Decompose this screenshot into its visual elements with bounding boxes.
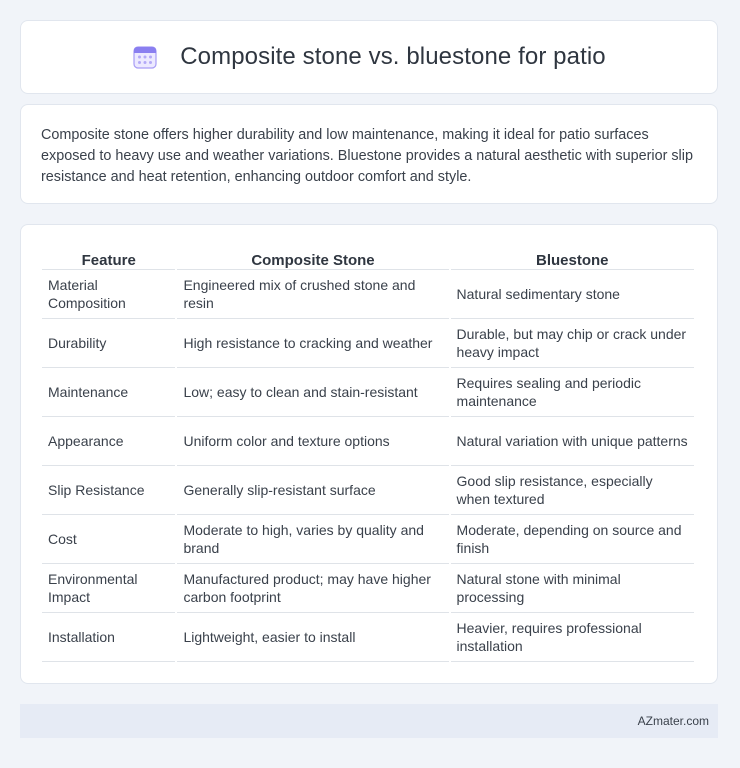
- bluestone-cell: Heavier, requires professional installation: [451, 613, 694, 662]
- composite-cell: Lightweight, easier to install: [177, 613, 448, 662]
- footer-brand: AZmater.com: [637, 714, 709, 728]
- feature-cell: Durability: [42, 319, 175, 368]
- composite-cell: Generally slip-resistant surface: [177, 466, 448, 515]
- composite-cell: Engineered mix of crushed stone and resin: [177, 270, 448, 319]
- summary-card: [20, 104, 718, 204]
- calendar-icon: [132, 44, 158, 70]
- table-row: [42, 564, 694, 613]
- composite-cell: Low; easy to clean and stain-resistant: [177, 368, 448, 417]
- page-title: Composite stone vs. bluestone for patio: [180, 43, 606, 70]
- table-row: [42, 515, 694, 564]
- bluestone-cell: Requires sealing and periodic maintenance: [451, 368, 694, 417]
- table-row: [42, 466, 694, 515]
- table-row: [42, 319, 694, 368]
- table-row: [42, 417, 694, 466]
- summary-text: Composite stone offers higher durability and low maintenance, making it ideal for patio surfaces exposed to heavy use and weather variations. Bluestone provides a natural aesthetic with superior slip resistance and heat retention, enhancing outdoor comfort and style.: [41, 127, 693, 185]
- comparison-card: [20, 224, 718, 684]
- table-row: [42, 368, 694, 417]
- column-header-bluestone: Bluestone: [451, 245, 694, 270]
- bluestone-cell: Good slip resistance, especially when textured: [451, 466, 694, 515]
- composite-cell: Moderate to high, varies by quality and brand: [177, 515, 448, 564]
- bluestone-cell: Durable, but may chip or crack under heavy impact: [451, 319, 694, 368]
- bluestone-cell: Natural variation with unique patterns: [451, 417, 694, 466]
- comparison-table: [40, 245, 696, 662]
- column-header-composite-stone: Composite Stone: [177, 245, 448, 270]
- bluestone-cell: Natural stone with minimal processing: [451, 564, 694, 613]
- footer-bar: [20, 704, 718, 738]
- table-header-row: [42, 245, 694, 270]
- composite-cell: Uniform color and texture options: [177, 417, 448, 466]
- table-row: [42, 613, 694, 662]
- bluestone-cell: Natural sedimentary stone: [451, 270, 694, 319]
- feature-cell: Installation: [42, 613, 175, 662]
- title-card: [20, 20, 718, 94]
- composite-cell: Manufactured product; may have higher carbon footprint: [177, 564, 448, 613]
- composite-cell: High resistance to cracking and weather: [177, 319, 448, 368]
- feature-cell: Material Composition: [42, 270, 175, 319]
- feature-cell: Environmental Impact: [42, 564, 175, 613]
- feature-cell: Slip Resistance: [42, 466, 175, 515]
- feature-cell: Cost: [42, 515, 175, 564]
- bluestone-cell: Moderate, depending on source and finish: [451, 515, 694, 564]
- table-row: [42, 270, 694, 319]
- feature-cell: Appearance: [42, 417, 175, 466]
- feature-cell: Maintenance: [42, 368, 175, 417]
- column-header-feature: Feature: [42, 245, 175, 270]
